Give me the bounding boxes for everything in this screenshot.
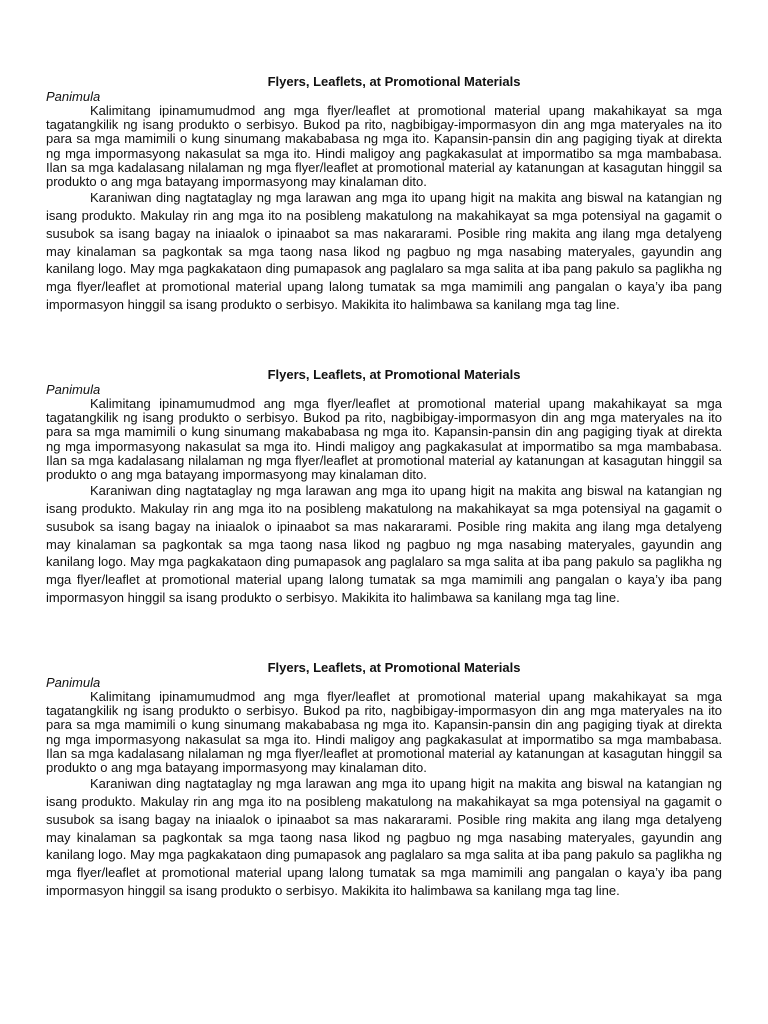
section-paragraph-1: Kalimitang ipinamumudmod ang mga flyer/leaflet at promotional material upang makahikayat sa mga tagatangkilik ng isang produkto o serbisyo. Bukod pa rito, nagbibigay-impormasyon din ang mga materyales na ito para sa mga mamimili o kung sinumang makababasa ng mga ito. Kapansin-pansin din ang pagiging tiyak at direkta ng mga impormasyong nakasulat sa mga ito. Hindi maligoy ang pagkakasulat at impormatibo sa mga mambabasa. Ilan sa mga kadalasang nilalaman ng mga flyer/leaflet at promotional material ay katanungan at kasagutan hinggil sa produkto o ang mga batayang impormasyong may kinalaman dito.	[46, 689, 722, 776]
section-paragraph-2: Karaniwan ding nagtataglay ng mga larawan ang mga ito upang higit na makita ang biswal na katangian ng isang produkto. Makulay rin ang mga ito na posibleng makatulong na makahikayat sa mga potensiyal na gagamit o susubok sa isang bagay na iniaalok o ipinaabot sa mas nakararami. Posible ring makita ang ilang mga detalyeng may kinalaman sa pagkontak sa mga taong nasa likod ng pagbuo ng mga nasabing materyales, gayundin ang kanilang logo. May mga pagkakataon ding pumapasok ang paglalaro sa mga salita at iba pang pakulo sa paglikha ng mga flyer/leaflet at promotional material upang lalong tumatak sa mga mamimili ang pangalan o kaya’y iba pang impormasyon hinggil sa isang produkto o serbisyo. Makikita ito halimbawa sa kanilang mga tag line.	[46, 190, 722, 312]
section-paragraph-1: Kalimitang ipinamumudmod ang mga flyer/leaflet at promotional material upang makahikayat sa mga tagatangkilik ng isang produkto o serbisyo. Bukod pa rito, nagbibigay-impormasyon din ang mga materyales na ito para sa mga mamimili o kung sinumang makababasa ng mga ito. Kapansin-pansin din ang pagiging tiyak at direkta ng mga impormasyong nakasulat sa mga ito. Hindi maligoy ang pagkakasulat at impormatibo sa mga mambabasa. Ilan sa mga kadalasang nilalaman ng mga flyer/leaflet at promotional material ay katanungan at kasagutan hinggil sa produkto o ang mga batayang impormasyong may kinalaman dito.	[46, 103, 722, 190]
section-paragraph-2: Karaniwan ding nagtataglay ng mga larawan ang mga ito upang higit na makita ang biswal na katangian ng isang produkto. Makulay rin ang mga ito na posibleng makatulong na makahikayat sa mga potensiyal na gagamit o susubok sa isang bagay na iniaalok o ipinaabot sa mas nakararami. Posible ring makita ang ilang mga detalyeng may kinalaman sa pagkontak sa mga taong nasa likod ng pagbuo ng mga nasabing materyales, gayundin ang kanilang logo. May mga pagkakataon ding pumapasok ang paglalaro sa mga salita at iba pang pakulo sa paglikha ng mga flyer/leaflet at promotional material upang lalong tumatak sa mga mamimili ang pangalan o kaya’y iba pang impormasyon hinggil sa isang produkto o serbisyo. Makikita ito halimbawa sa kanilang mga tag line.	[46, 483, 722, 605]
document-section-1	[46, 73, 722, 314]
section-paragraph-2: Karaniwan ding nagtataglay ng mga larawan ang mga ito upang higit na makita ang biswal na katangian ng isang produkto. Makulay rin ang mga ito na posibleng makatulong na makahikayat sa mga potensiyal na gagamit o susubok sa isang bagay na iniaalok o ipinaabot sa mas nakararami. Posible ring makita ang ilang mga detalyeng may kinalaman sa pagkontak sa mga taong nasa likod ng pagbuo ng mga nasabing materyales, gayundin ang kanilang logo. May mga pagkakataon ding pumapasok ang paglalaro sa mga salita at iba pang pakulo sa paglikha ng mga flyer/leaflet at promotional material upang lalong tumatak sa mga mamimili ang pangalan o kaya’y iba pang impormasyon hinggil sa isang produkto o serbisyo. Makikita ito halimbawa sa kanilang mga tag line.	[46, 776, 722, 898]
section-title: Flyers, Leaflets, at Promotional Materials	[267, 74, 521, 89]
section-label: Panimula	[46, 382, 101, 397]
section-label: Panimula	[46, 89, 101, 104]
section-title: Flyers, Leaflets, at Promotional Materials	[267, 367, 521, 382]
section-title: Flyers, Leaflets, at Promotional Materials	[267, 660, 521, 675]
document-section-3	[46, 659, 722, 900]
section-paragraph-1: Kalimitang ipinamumudmod ang mga flyer/leaflet at promotional material upang makahikayat sa mga tagatangkilik ng isang produkto o serbisyo. Bukod pa rito, nagbibigay-impormasyon din ang mga materyales na ito para sa mga mamimili o kung sinumang makababasa ng mga ito. Kapansin-pansin din ang pagiging tiyak at direkta ng mga impormasyong nakasulat sa mga ito. Hindi maligoy ang pagkakasulat at impormatibo sa mga mambabasa. Ilan sa mga kadalasang nilalaman ng mga flyer/leaflet at promotional material ay katanungan at kasagutan hinggil sa produkto o ang mga batayang impormasyong may kinalaman dito.	[46, 396, 722, 483]
document-section-2	[46, 366, 722, 607]
section-label: Panimula	[46, 675, 101, 690]
